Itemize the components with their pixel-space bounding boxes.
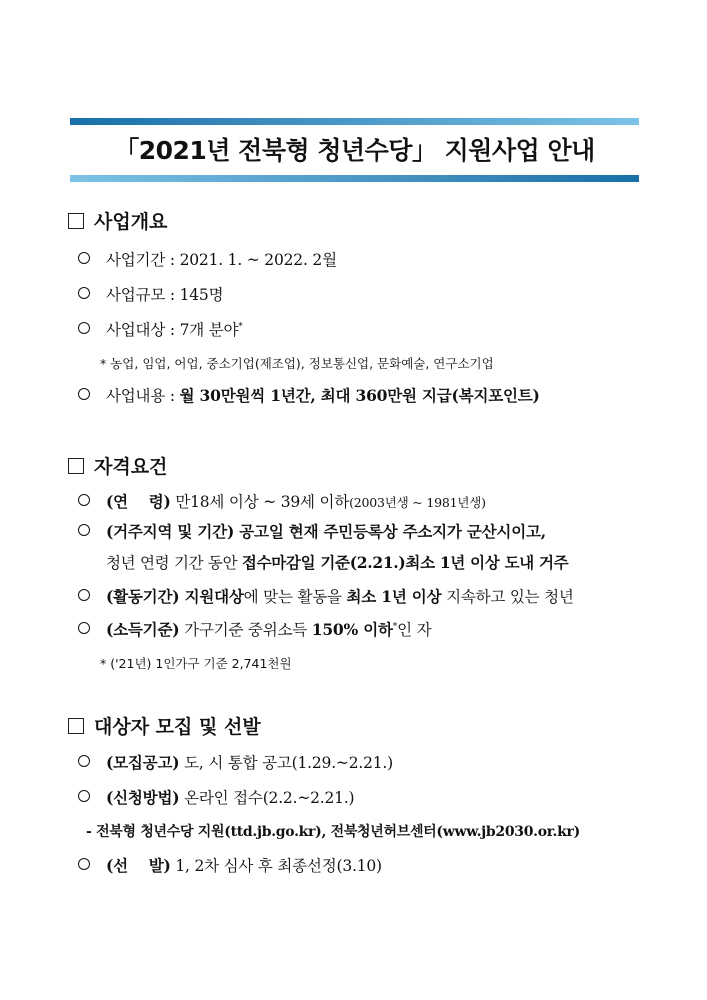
title-banner: [70, 118, 639, 182]
circle-bullet-icon: [78, 252, 90, 264]
list-item-period: 사업기간 : 2021. 1. ~ 2022. 2월: [78, 248, 337, 270]
list-item-apply: (신청방법) 온라인 접수(2.2.~2.21.): [78, 786, 354, 808]
circle-bullet-icon: [78, 494, 90, 506]
circle-bullet-icon: [78, 524, 90, 536]
circle-bullet-icon: [78, 858, 90, 870]
circle-bullet-icon: [78, 790, 90, 802]
list-item-selection: (선 발) 1, 2차 심사 후 최종선정(3.10): [78, 854, 382, 876]
circle-bullet-icon: [78, 755, 90, 767]
section-heading-overview: 사업개요: [68, 207, 167, 234]
list-item-target: 사업대상 : 7개 분야*: [78, 318, 243, 340]
checkbox-icon: [68, 458, 84, 474]
list-item-activity: (활동기간) 지원대상에 맞는 활동을 최소 1년 이상 지속하고 있는 청년: [78, 585, 574, 607]
checkbox-icon: [68, 213, 84, 229]
list-item-age: (연 령) 만18세 이상 ~ 39세 이하(2003년생 ~ 1981년생): [78, 490, 486, 512]
circle-bullet-icon: [78, 622, 90, 634]
residence-continuation: 청년 연령 기간 동안 접수마감일 기준(2.21.)최소 1년 이상 도내 거주: [106, 553, 569, 572]
circle-bullet-icon: [78, 322, 90, 334]
apply-sites: - 전북형 청년수당 지원(ttd.jb.go.kr), 전북청년허브센터(www.jb2030.or.kr): [86, 824, 580, 840]
circle-bullet-icon: [78, 589, 90, 601]
list-item-scale: 사업규모 : 145명: [78, 283, 223, 305]
circle-bullet-icon: [78, 388, 90, 400]
target-footnote: * 농업, 임업, 어업, 중소기업(제조업), 정보통신업, 문화예술, 연구소기업: [100, 356, 494, 371]
title-rule-bottom: [70, 175, 639, 182]
checkbox-icon: [68, 718, 84, 734]
list-item-notice: (모집공고) 도, 시 통합 공고(1.29.~2.21.): [78, 751, 393, 773]
list-item-income: (소득기준) 가구기준 중위소득 150% 이하*인 자: [78, 618, 431, 640]
section-heading-eligibility: 자격요건: [68, 452, 167, 479]
income-footnote: * ('21년) 1인가구 기준 2,741천원: [100, 656, 292, 671]
title-rule-top: [70, 118, 639, 125]
section-heading-recruitment: 대상자 모집 및 선발: [68, 712, 261, 739]
list-item-content: 사업내용 : 월 30만원씩 1년간, 최대 360만원 지급(복지포인트): [78, 384, 540, 406]
circle-bullet-icon: [78, 287, 90, 299]
list-item-residence: (거주지역 및 기간) 공고일 현재 주민등록상 주소지가 군산시이고,: [78, 520, 546, 542]
page-title: 「2021년 전북형 청년수당」 지원사업 안내: [114, 136, 595, 165]
